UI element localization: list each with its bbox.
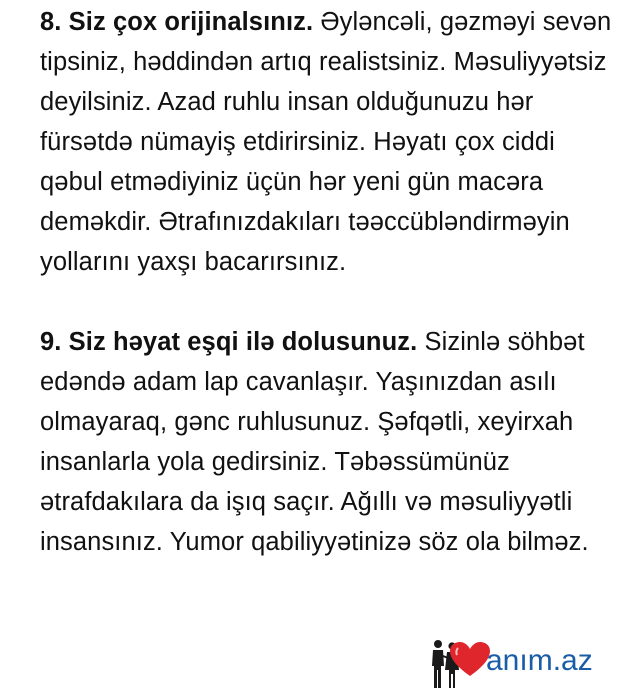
- paragraph-heading: 9. Siz həyat eşqi ilə dolusunuz.: [40, 328, 418, 356]
- paragraph-item-9: [40, 322, 620, 562]
- article-body: [40, 2, 620, 562]
- site-watermark: [428, 636, 628, 690]
- paragraph-text: Əyləncəli, gəzməyi sevən tipsiniz, həddindən artıq realistsiniz. Məsuliyyətsiz deyilsiniz. Azad ruhlu insan olduğunuzu hər fürsətdə nümayiş etdirirsiniz. Həyatı çox ciddi qəbul etmədiyiniz üçün hər yeni gün macəra deməkdir. Ətrafınızdakıları təəccübləndirməyin yollarını yaxşı bacarırsınız.: [40, 8, 612, 276]
- paragraph-heading: 8. Siz çox orijinalsınız.: [40, 8, 314, 36]
- heart-icon: [450, 642, 490, 678]
- watermark-text: anım.az: [486, 644, 593, 677]
- paragraph-text: Sizinlə söhbət edəndə adam lap cavanlaşır. Yaşınızdan asılı olmayaraq, gənc ruhlusunuz. Şəfqətli, xeyirxah insanlarla yola gedirsiniz. Təbəssümünüz ətrafdakılara da işıq saçır. Ağıllı və məsuliyyətli insansınız. Yumor qabiliyyətinizə söz ola bilməz.: [40, 328, 589, 556]
- paragraph-item-8: [40, 2, 620, 282]
